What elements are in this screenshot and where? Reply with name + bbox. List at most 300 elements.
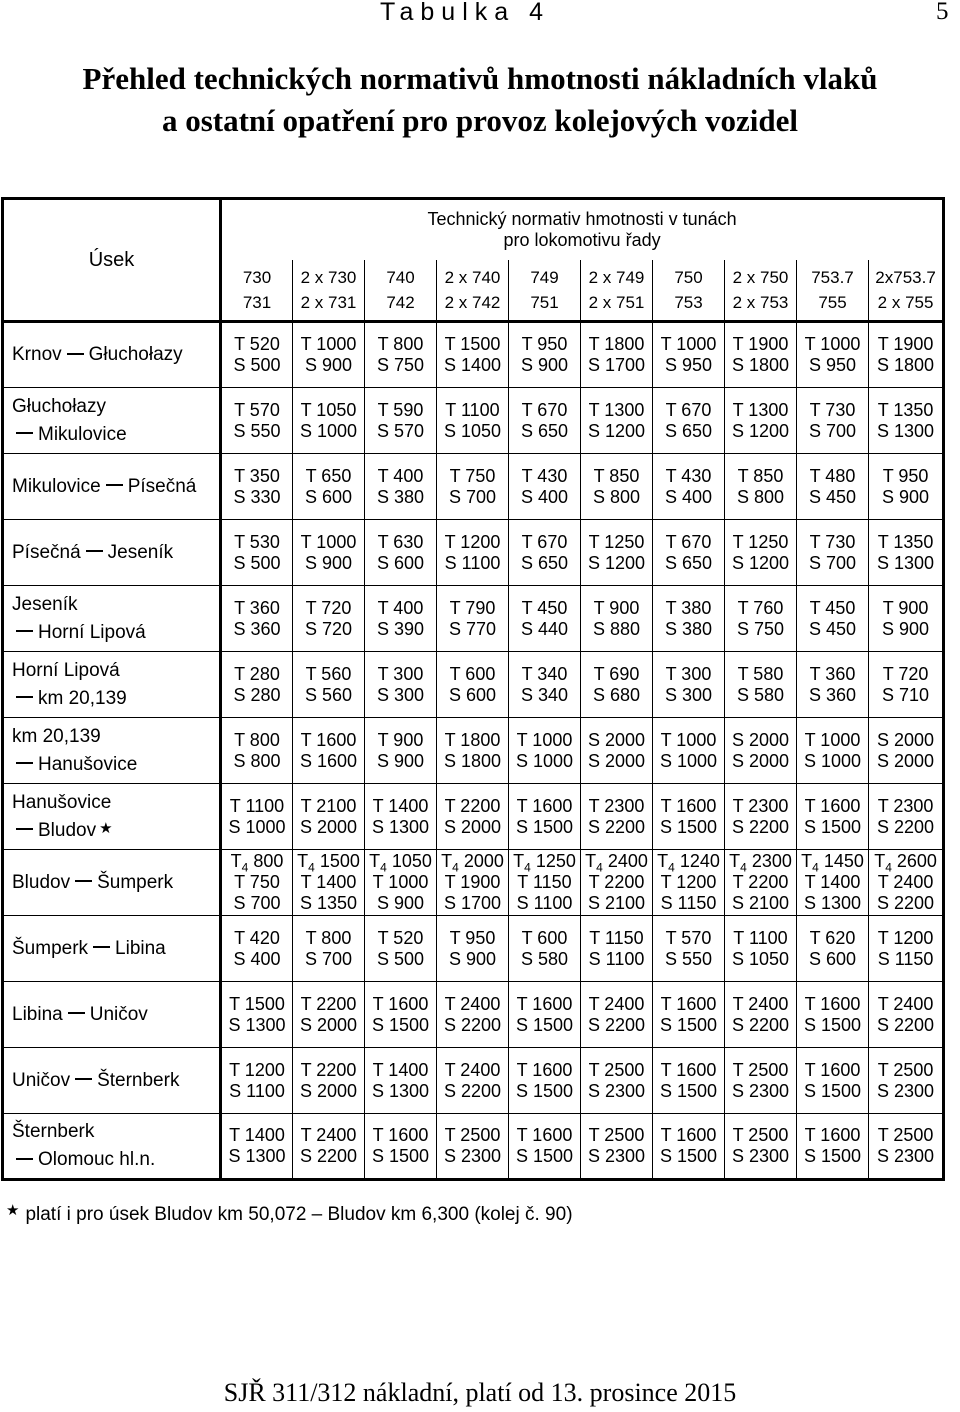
norm-value-cell [653,784,725,850]
norm-value-cell [797,388,869,454]
dash-icon [93,946,110,948]
norm-value: S 1500 [659,1146,718,1166]
norm-value: T 750 [234,872,280,892]
norm-value: T 2200 [300,1059,357,1080]
norm-value: T 600 [521,927,568,948]
norm-value: S 2300 [731,1146,790,1166]
norm-value-cell [509,1114,581,1180]
dash-icon [86,550,103,552]
norm-value: T 420 [234,927,280,948]
norm-value: S 2200 [587,816,646,837]
footnote-text: platí i pro úsek Bludov km 50,072 – Bludov km 6,300 (kolej č. 90) [25,1204,573,1225]
norm-value: S 1200 [731,420,790,441]
norm-value-t4: $T_4$ 1250 [513,851,576,875]
norm-value: S 650 [520,552,569,573]
norm-value: T 1600 [660,1125,717,1145]
section-to: Písečná [127,475,197,497]
locomotive-column-header [725,260,797,322]
table-row [3,388,944,454]
norm-value: T 1000 [804,334,861,354]
norm-value-cell [293,784,365,850]
norm-value: S 1800 [877,355,935,375]
norm-value: T 670 [665,399,712,420]
norm-value: S 2300 [443,1146,502,1166]
group-header-line-1: Technický normativ hmotnosti v tunách [427,209,737,229]
norm-value: T 600 [449,663,496,684]
norm-value: T 2100 [300,795,357,816]
norm-value-cell [509,784,581,850]
locomotive-series-primary: 753.7 [811,268,854,287]
norm-value: S 1150 [877,948,934,969]
norm-value: T 2400 [732,993,789,1014]
table-row [3,322,944,388]
locomotive-column-header [797,260,869,322]
norm-value: T 340 [521,663,568,684]
norm-value-cell [509,718,581,784]
norm-value: S 600 [304,486,353,507]
norm-value-cell [653,1048,725,1114]
norm-value-cell [509,916,581,982]
norm-value: T 2200 [300,993,357,1014]
norm-value: T 520 [234,334,280,354]
norm-value-cell [581,454,653,520]
norm-value: S 950 [664,355,713,375]
norm-value: T 2200 [444,795,501,816]
norm-value-cell [869,1048,944,1114]
norm-value: S 2200 [443,1080,502,1101]
norm-value: S 600 [448,684,497,705]
norm-value-t4: $T_4$ 1050 [369,851,432,875]
norm-value-cell [221,520,293,586]
norm-value-cell [797,718,869,784]
norm-value: T 790 [449,597,496,618]
norm-value: T 1600 [660,1059,717,1080]
norm-value-cell [437,1114,509,1180]
norm-value: T 730 [809,531,856,552]
section-cell [3,718,221,784]
norm-value: T 1600 [660,993,717,1014]
norm-value: S 1300 [877,552,935,573]
section-cell [3,982,221,1048]
group-header-line-2: pro lokomotivu řady [503,230,661,250]
norm-value: T 350 [234,465,280,486]
norm-value: T 2400 [588,993,645,1014]
norm-value-cell [509,454,581,520]
norm-value: S 600 [808,948,857,969]
dash-icon [16,1158,33,1160]
norm-value: T 1000 [804,729,861,750]
norm-value-cell [365,982,437,1048]
norm-value-cell [869,454,944,520]
norm-value: T 360 [809,663,856,684]
norm-value: T 2300 [732,795,789,816]
section-to: Hanušovice [38,753,138,775]
norm-value: S 900 [882,486,930,507]
norm-value: S 2300 [587,1146,646,1166]
norm-value-cell [797,1048,869,1114]
locomotive-column-header [653,260,725,322]
norm-value-cell [365,916,437,982]
norm-value: S 280 [233,684,281,705]
norm-value: S 580 [520,948,569,969]
norm-value: S 380 [664,618,713,639]
dash-icon [75,1078,92,1080]
page-footer: SJŘ 311/312 nákladní, platí od 13. prosince 2015 [223,1378,737,1407]
norm-value-cell [437,454,509,520]
norm-value: S 1000 [659,750,718,771]
norm-value: S 900 [304,355,353,375]
norm-value: T 1600 [660,795,717,816]
norm-value-cell [581,1048,653,1114]
norm-value-cell [725,388,797,454]
norm-value-cell [725,1114,797,1180]
norm-value-cell [437,718,509,784]
norm-value: T 2400 [444,993,501,1014]
norm-value-cell [221,586,293,652]
norm-value-cell [365,454,437,520]
norm-value: T 450 [809,597,856,618]
section-cell [3,520,221,586]
norm-value: S 900 [882,618,930,639]
norm-value: S 900 [304,552,353,573]
norm-value-cell [293,454,365,520]
norm-value: T 850 [737,465,784,486]
norm-value: T 2500 [732,1059,789,1080]
norm-value: T 670 [665,531,712,552]
dash-icon [16,432,33,434]
locomotive-column-header [509,260,581,322]
norm-value: S 2200 [877,893,935,913]
table-row [3,850,944,916]
norm-value: S 2200 [877,1014,935,1035]
norm-value: T 1600 [804,795,861,816]
norm-value: S 1400 [443,355,502,375]
norm-value: T 570 [665,927,712,948]
footnote [6,1204,573,1226]
norm-value-cell [581,586,653,652]
section-to: Uničov [89,1003,148,1025]
norm-value: T 2500 [444,1125,501,1145]
norm-value-cell [221,916,293,982]
section-from: Šumperk [12,937,89,959]
star-icon: ★ [99,819,113,837]
norm-value: S 1050 [731,948,790,969]
section-from: Bludov [12,871,71,893]
norm-value: S 390 [376,618,425,639]
section-from: Horní Lipová [12,659,120,681]
norm-value: S 2300 [877,1146,935,1166]
norm-value: T 580 [737,663,784,684]
norm-value: S 1600 [299,750,358,771]
norm-value: S 360 [233,618,281,639]
norm-value-cell [293,916,365,982]
norm-value: S 500 [233,552,281,573]
norm-value-cell [293,322,365,388]
norm-value: S 330 [233,486,281,507]
norm-value-cell [581,784,653,850]
norm-value: T 850 [593,465,640,486]
norm-value: T 570 [234,399,280,420]
section-from: Mikulovice [12,475,101,497]
norm-value: T 1250 [588,531,645,552]
norm-value-cell [221,982,293,1048]
locomotive-column-header [221,260,293,322]
norm-value: S 1100 [229,1080,285,1101]
locomotive-group-header [221,199,944,261]
norm-value: T 670 [521,531,568,552]
norm-value: S 550 [233,420,281,441]
norm-value: T 1600 [804,1059,861,1080]
section-from: Uničov [12,1069,71,1091]
table-row [3,1114,944,1180]
norm-value: T 2400 [300,1125,357,1145]
norm-value-t4: $T_4$ 1500 [297,851,360,875]
section-cell [3,784,221,850]
norm-value: S 2100 [731,893,790,913]
norm-value: S 750 [376,355,425,375]
norm-value: S 560 [304,684,353,705]
norms-table [1,197,945,1181]
locomotive-series-primary: 2 x 749 [588,268,645,287]
norm-value: S 500 [233,355,281,375]
norm-value: S 1500 [659,1014,718,1035]
norm-value: S 1500 [803,1146,862,1166]
norm-value-cell [365,850,437,916]
norm-value-cell [581,652,653,718]
norm-value-cell [509,322,581,388]
norm-value-cell [365,652,437,718]
section-to: Mikulovice [38,423,127,445]
norm-value: T 1100 [733,927,788,948]
norm-value-t4: $T_4$ 800 [230,851,284,875]
norm-value: T 1350 [877,531,934,552]
section-to: Olomouc hl.n. [38,1149,156,1170]
norm-value: T 1050 [300,399,357,420]
page-title-line-2: a ostatní opatření pro provoz kolejových vozidel [161,103,799,138]
locomotive-series-secondary: 2 x 742 [444,293,501,312]
norm-value-t4: $T_4$ 1240 [657,851,720,875]
norm-value-cell [869,322,944,388]
norm-value: S 360 [808,684,857,705]
norm-value: S 650 [664,420,713,441]
norm-value: T 1400 [300,872,357,892]
norm-value-cell [797,454,869,520]
norm-value-cell [797,982,869,1048]
norm-value-cell [437,982,509,1048]
norm-value: T 2300 [877,795,934,816]
norm-value: S 900 [376,893,425,913]
norm-value: T 1900 [877,334,934,354]
norm-value: S 1500 [371,1146,430,1166]
norm-value: S 750 [736,618,785,639]
norm-value: T 1500 [444,334,501,354]
norm-value: S 700 [808,552,857,573]
norms-table-body [3,322,944,1180]
norm-value: S 1000 [803,750,862,771]
norm-value: S 1350 [299,893,358,913]
norm-value: T 1300 [732,399,789,420]
norm-value: T 480 [809,465,856,486]
locomotive-series-secondary: 753 [674,293,703,312]
norm-value-cell [869,520,944,586]
norm-value: S 400 [233,948,281,969]
norm-value: S 550 [664,948,713,969]
norm-value: S 1500 [515,1080,574,1101]
norm-value: T 1900 [732,334,789,354]
norm-value: S 2000 [299,816,358,837]
norm-value-cell [725,652,797,718]
norm-value-cell [653,322,725,388]
norm-value: S 1500 [803,1014,862,1035]
norm-value: T 400 [377,597,424,618]
norm-value-cell [365,322,437,388]
norm-value: T 750 [449,465,496,486]
norm-value-cell [581,850,653,916]
norm-value: T 1000 [660,729,717,750]
norm-value-cell [797,322,869,388]
dash-icon [68,1012,85,1014]
norm-value: T 530 [234,531,280,552]
norm-value: T 2400 [877,872,934,892]
section-cell [3,652,221,718]
norm-value-cell [653,718,725,784]
norm-value: S 400 [520,486,569,507]
norm-value-cell [653,454,725,520]
norm-value-cell [725,916,797,982]
norm-value: T 670 [521,399,568,420]
norm-value-cell [725,718,797,784]
norm-value-cell [797,784,869,850]
norm-value-cell [797,520,869,586]
norm-value: T 1600 [372,1125,429,1145]
norm-value-cell [365,784,437,850]
section-cell [3,850,221,916]
norm-value-cell [437,520,509,586]
norm-value: S 1300 [228,1146,286,1166]
norm-value-cell [437,850,509,916]
norm-value-cell [509,982,581,1048]
norm-value-cell [581,1114,653,1180]
norm-value-cell [797,916,869,982]
norm-value-cell [293,586,365,652]
norm-value: S 1500 [803,1080,862,1101]
norm-value: T 2500 [732,1125,789,1145]
norm-value: T 1400 [372,1059,429,1080]
norm-value-cell [365,718,437,784]
section-from: Šternberk [12,1121,95,1142]
norm-value: S 900 [520,355,569,375]
norm-value: T 1000 [300,334,357,354]
section-to: Šternberk [97,1069,180,1091]
norm-value: S 2000 [299,1014,358,1035]
norm-value-cell [653,520,725,586]
norm-value: S 1100 [588,948,645,969]
dash-icon [67,353,84,355]
norm-value: S 380 [376,486,425,507]
norm-value: T 1400 [372,795,429,816]
dash-icon [106,484,123,486]
norm-value: S 770 [448,618,497,639]
norm-value-cell [869,586,944,652]
norm-value: S 1700 [443,893,502,913]
norm-value: T 950 [521,334,568,354]
locomotive-column-header [293,260,365,322]
norm-value-cell [293,718,365,784]
norm-value-cell [653,982,725,1048]
norm-value: S 1300 [371,1080,430,1101]
norm-value: S 1200 [731,552,790,573]
norm-value-cell [221,850,293,916]
norm-value: S 700 [448,486,497,507]
norm-value-cell [653,652,725,718]
norm-value-cell [221,1114,293,1180]
table-row [3,784,944,850]
norm-value: S 500 [376,948,425,969]
norm-value-t4: $T_4$ 2600 [874,851,937,875]
norm-value-cell [509,652,581,718]
section-to: Šumperk [97,871,174,893]
norm-value: S 720 [304,618,353,639]
table-row [3,1048,944,1114]
section-cell [3,454,221,520]
norm-value-cell [221,322,293,388]
norm-value: T 2200 [588,872,645,892]
norm-value-cell [365,1048,437,1114]
locomotive-column-header [581,260,653,322]
norm-value-cell [653,1114,725,1180]
locomotive-series-secondary: 2 x 755 [877,293,934,312]
locomotive-series-primary: 749 [530,268,559,287]
norm-value-t4: $T_4$ 2400 [585,851,648,875]
norm-value-cell [365,388,437,454]
norm-value: T 300 [665,663,712,684]
norm-value: S 1000 [515,750,574,771]
norm-value: T 360 [234,597,280,618]
norm-value-cell [869,718,944,784]
norm-value-cell [437,388,509,454]
norm-value: T 380 [665,597,712,618]
norm-value: T 690 [593,663,640,684]
norm-value-cell [653,388,725,454]
norm-value: T 430 [665,465,712,486]
norm-value-cell [797,1114,869,1180]
norm-value: S 2000 [299,1080,358,1101]
norm-value: T 1600 [372,993,429,1014]
norm-value-cell [869,652,944,718]
norm-value-cell [221,718,293,784]
section-from: Jeseník [12,593,78,615]
norm-value-cell [725,454,797,520]
norm-value-cell [293,850,365,916]
norm-value: S 1800 [443,750,502,771]
norm-value: S 1000 [299,420,358,441]
locomotive-series-primary: 740 [386,268,415,287]
norm-value: S 700 [304,948,353,969]
norm-value: S 710 [882,684,930,705]
locomotive-series-secondary: 2 x 751 [588,293,645,312]
norm-value-cell [293,388,365,454]
section-to: Horní Lipová [38,621,146,643]
norm-value: S 1300 [228,1014,286,1035]
norm-value: S 900 [376,750,425,771]
page-title-line-1: Přehled technických normativů hmotnosti nákladních vlaků [82,61,878,96]
norm-value: T 1200 [229,1059,285,1080]
norm-value: S 2200 [731,816,790,837]
norm-value: T 1100 [445,399,500,420]
norm-value: S 300 [664,684,713,705]
locomotive-series-secondary: 2 x 731 [300,293,357,312]
norm-value: T 1000 [516,729,573,750]
